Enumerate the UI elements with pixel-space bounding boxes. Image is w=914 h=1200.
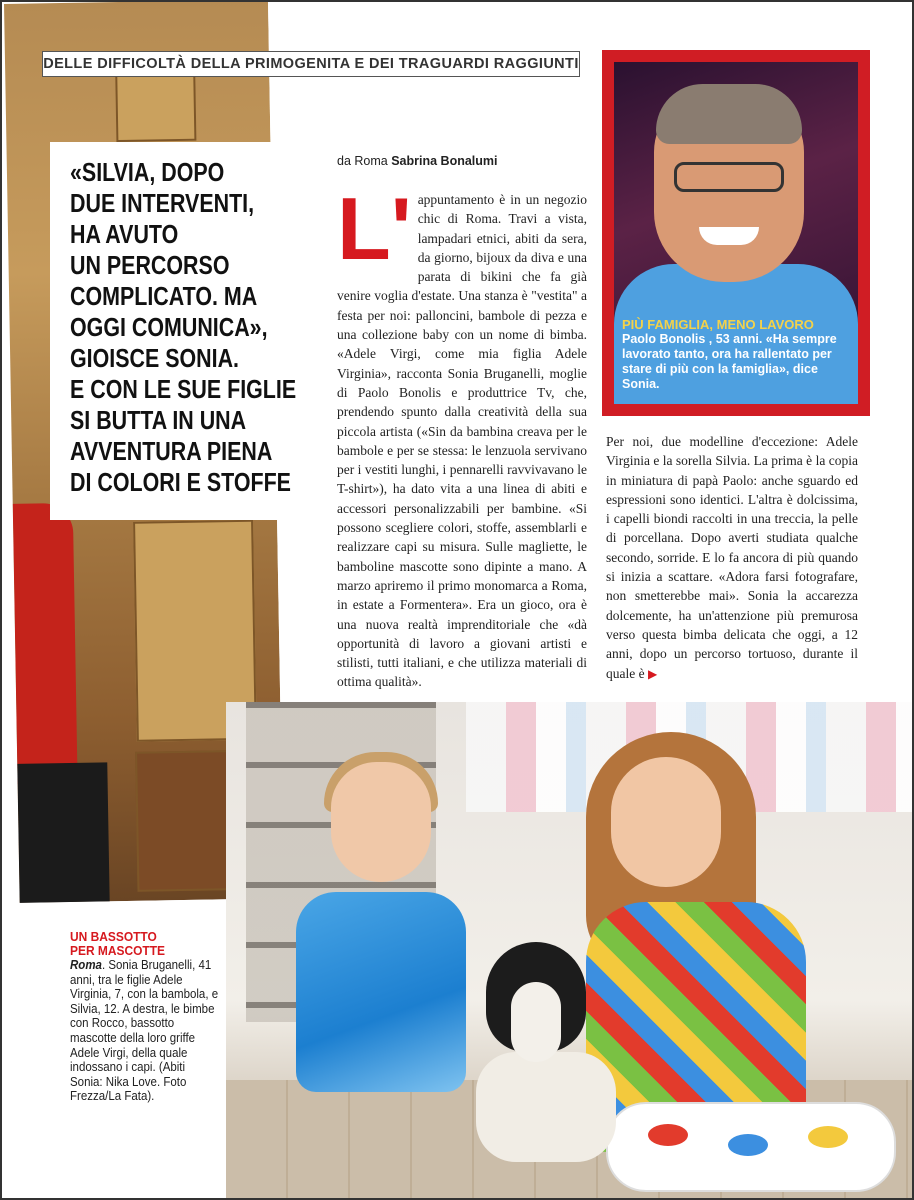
pull-quote-line: OGGI COMUNICA»,: [70, 314, 268, 342]
inset-caption: [622, 317, 858, 392]
girl-face: [331, 762, 431, 882]
article-lead-text: appuntamento è in un negozio chic di Roma. Travi a vista, lampadari etnici, abiti da sera, da giorno, bijoux da diva e una parata di bikini che fa già venire voglia d'estate. Una stanza è "vestita" a festa per noi: palloncini, bambole di pezza e una collezione baby con un nome di bimba. «Adele Virgi, come mia figlia Adele Virginia», racconta Sonia Bruganelli, moglie di Paolo Bonolis e produttrice Tv, che, prendendo spunto dalla creatività della sua piccola artista («Sin da bambina creava per le bambole e per se stessa: le lenzuola servivano per i vestiti lunghi, i pennarelli ravvivavano le T-shirt»), ha dato vita a una linea di abiti e accessori personalizzabili per bambine. «Si possono scegliere colori, stoffe, assemblarli e realizzare capi su misura. Sulle magliette, le bamboline mascotte sono dipinte a mano. A marzo apriremo il primo monomarca a Roma, in estate a Formentera». Era un gioco, ora è una nuova realtà imprenditoriale che «dà opportunità di lavoro a giovani artisti e stilisti, tutti italiani, e che utilizza materiali di ottima qualità».: [337, 192, 587, 690]
pull-quote-line: DI COLORI E STOFFE: [70, 469, 291, 497]
byline: [337, 154, 498, 168]
drop-cap: L': [337, 179, 412, 278]
section-header-text: DELLE DIFFICOLTÀ DELLA PRIMOGENITA E DEI TRAGUARDI RAGGIUNTI: [43, 56, 579, 72]
blue-dress: [296, 892, 466, 1092]
photo-caption: [70, 930, 219, 1104]
portrait-hair: [656, 84, 802, 144]
smile: [699, 227, 759, 245]
pull-quote-line: SI BUTTA IN UNA: [70, 407, 247, 435]
glasses: [674, 162, 784, 192]
bottom-photo-girls-with-dog: [226, 702, 914, 1200]
continue-arrow-icon: ▶: [647, 666, 658, 681]
pull-quote-line: E CON LE SUE FIGLIE: [70, 376, 297, 404]
pull-quote-box: [50, 142, 302, 520]
byline-prefix: da Roma: [337, 154, 388, 168]
inset-photo: [614, 62, 858, 404]
red-jacket: [13, 503, 78, 784]
black-boot: [17, 762, 109, 904]
article-column-1: [337, 179, 587, 692]
pillow-pattern: [648, 1124, 688, 1146]
girl-blonde-braid: [286, 752, 476, 1132]
article-column-2: [606, 432, 858, 684]
pillow-pattern: [808, 1126, 848, 1148]
pull-quote-line: HA AVUTO: [70, 221, 179, 249]
article-col2-text: Per noi, due modelline d'eccezione: Adele Virginia e la sorella Silvia. La prima è la copia in miniatura di papà Paolo: anche sguardo ed espressioni sono identici. L'altra è dolcissima, i capelli biondi raccolti in una treccia, la pelle di porcellana. Dopo averti studiata qualche secondo, sorride. E lo fa ancora di più quando si inizia a scattare. «Adora farsi fotografare, non smetterebbe mai». Sonia la accarezza dolcemente, ha un'attenzione più premurosa verso questa bimba delicata che oggi, a 12 anni, dopo un percorso tortuoso, durante il quale è: [606, 434, 858, 681]
dog-body: [476, 1052, 616, 1162]
dachshund-dog: [466, 942, 616, 1162]
pull-quote: [70, 158, 322, 499]
caption-title-line-1: UN BASSOTTO: [70, 929, 157, 944]
dog-face: [511, 982, 561, 1062]
caption-place: Roma: [70, 958, 102, 972]
caption-text: . Sonia Bruganelli, 41 anni, tra le figlie Adele Virginia, 7, con la bambola, e Silvia, 12. A destra, le bimbe con Rocco, bassotto mascotte della loro griffe Adele Virgi, della quale indossano i capi. (Abiti Sonia: Nika Love. Foto Frezza/La Fata).: [70, 958, 219, 1104]
pull-quote-line: UN PERCORSO: [70, 252, 230, 280]
pull-quote-line: AVVENTURA PIENA: [70, 438, 273, 466]
inset-caption-headline: PIÙ FAMIGLIA, MENO LAVORO: [622, 317, 814, 332]
section-header: [42, 51, 580, 77]
wood-panel: [115, 71, 196, 142]
cartoon-pillow: [606, 1102, 896, 1192]
inset-photo-frame: [602, 50, 870, 416]
pull-quote-line: COMPLICATO. MA: [70, 283, 258, 311]
pillow-pattern: [728, 1134, 768, 1156]
pull-quote-line: «SILVIA, DOPO: [70, 159, 225, 187]
girl-face: [611, 757, 721, 887]
caption-title-line-2: PER MASCOTTE: [70, 943, 166, 958]
inset-caption-text: Paolo Bonolis , 53 anni. «Ha sempre lavorato tanto, ora ha rallentato per stare di più con la famiglia», dice Sonia.: [622, 332, 837, 391]
byline-author: Sabrina Bonalumi: [391, 154, 498, 168]
pull-quote-line: GIOISCE SONIA.: [70, 345, 240, 373]
pull-quote-line: DUE INTERVENTI,: [70, 190, 255, 218]
